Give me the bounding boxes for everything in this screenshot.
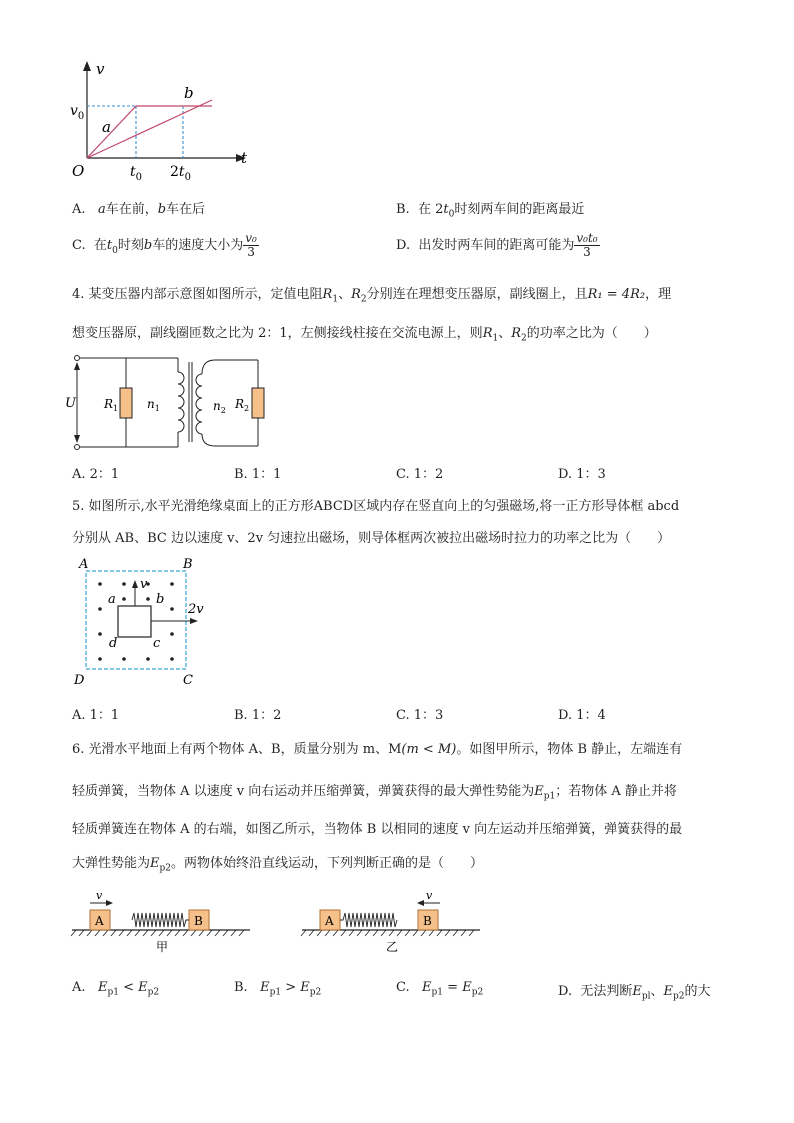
svg-text:c: c: [153, 636, 161, 651]
svg-text:B: B: [423, 914, 432, 928]
svg-text:B: B: [183, 557, 193, 572]
svg-text:A: A: [95, 914, 104, 928]
svg-text:n2: $n_2$: [213, 399, 226, 415]
svg-text:t0: $t_0$: [130, 164, 143, 183]
svg-text:U: U: [65, 396, 76, 411]
q6-line-4: 大弹性势能为$E_{p2}$。两物体始终沿直线运动，下列判断正确的是（ ）: [72, 856, 484, 874]
svg-text:2v: 2v: [188, 602, 204, 617]
vt-graph: [60, 55, 260, 185]
q3-option-c[interactable]: C. 在$t_0$时刻b车的速度大小为 $\frac{\text{v₀}}{3}$: [72, 231, 257, 260]
transformer-circuit: [60, 350, 280, 450]
q6-option-d[interactable]: D. 无法判断$E_{pl}$、$E_{p2}$的大: [558, 984, 711, 1002]
svg-text:v: v: [426, 889, 433, 902]
svg-text:A: A: [79, 557, 89, 572]
q6-option-a[interactable]: A. $E_{p1} < E_{p2}$: [72, 980, 160, 998]
svg-text:D: D: [74, 673, 85, 688]
axis-v-label: v: [96, 60, 105, 78]
q4-option-c[interactable]: C. 1：2: [396, 467, 444, 482]
q5-line-1: 5. 如图所示,水平光滑绝缘桌面上的正方形ABCD区域内存在竖直向上的匀强磁场,将一正方形导体框 abcd: [72, 499, 680, 514]
q4-option-b[interactable]: B. 1：1: [234, 467, 282, 482]
q5-option-d[interactable]: D. 1：4: [558, 708, 606, 723]
q3-option-a[interactable]: A. a车在前，b车在后: [72, 202, 206, 217]
svg-text:v: v: [140, 577, 148, 592]
q6-option-b[interactable]: B. $E_{p1} > E_{p2}$: [234, 980, 322, 998]
q4-line-2: 想变压器原，副线圈匝数之比为 2：1，左侧接线柱接在交流电源上，则$R_1$、$R_2$的功率之比为（ ）: [72, 326, 657, 344]
svg-text:B: B: [194, 914, 203, 928]
q6-line-2: 轻质弹簧，当物体 A 以速度 v 向右运动并压缩弹簧，弹簧获得的最大弹性势能为$E_{p1}$；若物体 A 静止并将: [72, 784, 677, 802]
axis-t-label: t: [241, 149, 248, 167]
svg-text:n1: $n_1$: [147, 397, 160, 413]
q6-option-c[interactable]: C. $E_{p1} = E_{p2}$: [396, 980, 484, 998]
q5-option-c[interactable]: C. 1：3: [396, 708, 444, 723]
magnetic-field-figure: [68, 556, 218, 690]
q6-line-3: 轻质弹簧连在物体 A 的右端，如图乙所示，当物体 B 以相同的速度 v 向左运动并压缩弹簧，弹簧获得的最: [72, 822, 683, 837]
svg-text:甲: 甲: [156, 940, 169, 954]
line-a-label: a: [102, 118, 111, 136]
svg-text:b: b: [156, 592, 165, 607]
spring-figure-jia: [70, 888, 255, 956]
svg-text:R1: $R_1$: [104, 397, 119, 413]
svg-text:d: d: [109, 636, 118, 651]
svg-text:a: a: [108, 592, 116, 607]
q5-line-2: 分别从 AB、BC 边以速度 v、2v 匀速拉出磁场，则导体框两次被拉出磁场时拉力的功率之比为（ ）: [72, 531, 671, 546]
svg-text:v: v: [96, 889, 103, 902]
svg-text:v0: $v_0$: [70, 103, 85, 122]
svg-text:乙: 乙: [386, 940, 399, 954]
line-b-label: b: [184, 84, 194, 102]
svg-text:C: C: [183, 673, 193, 688]
q5-option-b[interactable]: B. 1：2: [234, 708, 282, 723]
q3-option-b[interactable]: B. 在 $2t_0$时刻两车间的距离最近: [396, 202, 585, 220]
spring-figure-yi: [300, 888, 485, 956]
svg-text:R2: $R_2$: [235, 397, 250, 413]
svg-text:2t0: $2t_0$: [170, 164, 191, 183]
origin-label: O: [72, 162, 85, 180]
q4-line-1: 4. 某变压器内部示意图如图所示，定值电阻$R_1$、$R_2$分别连在理想变压器原，副线圈上，且R₁ = 4R₂，理: [72, 287, 672, 305]
q5-option-a[interactable]: A. 1：1: [72, 708, 120, 723]
q3-option-d[interactable]: D. 出发时两车间的距离可能为 $\frac{\text{v₀t₀}}{3}$: [396, 231, 598, 260]
q4-option-d[interactable]: D. 1：3: [558, 467, 606, 482]
svg-text:A: A: [325, 914, 334, 928]
q4-option-a[interactable]: A. 2：1: [72, 467, 120, 482]
q6-line-1: 6. 光滑水平地面上有两个物体 A、B，质量分别为 m、M(m < M)。如图甲所示，物体 B 静止，左端连有: [72, 742, 683, 757]
